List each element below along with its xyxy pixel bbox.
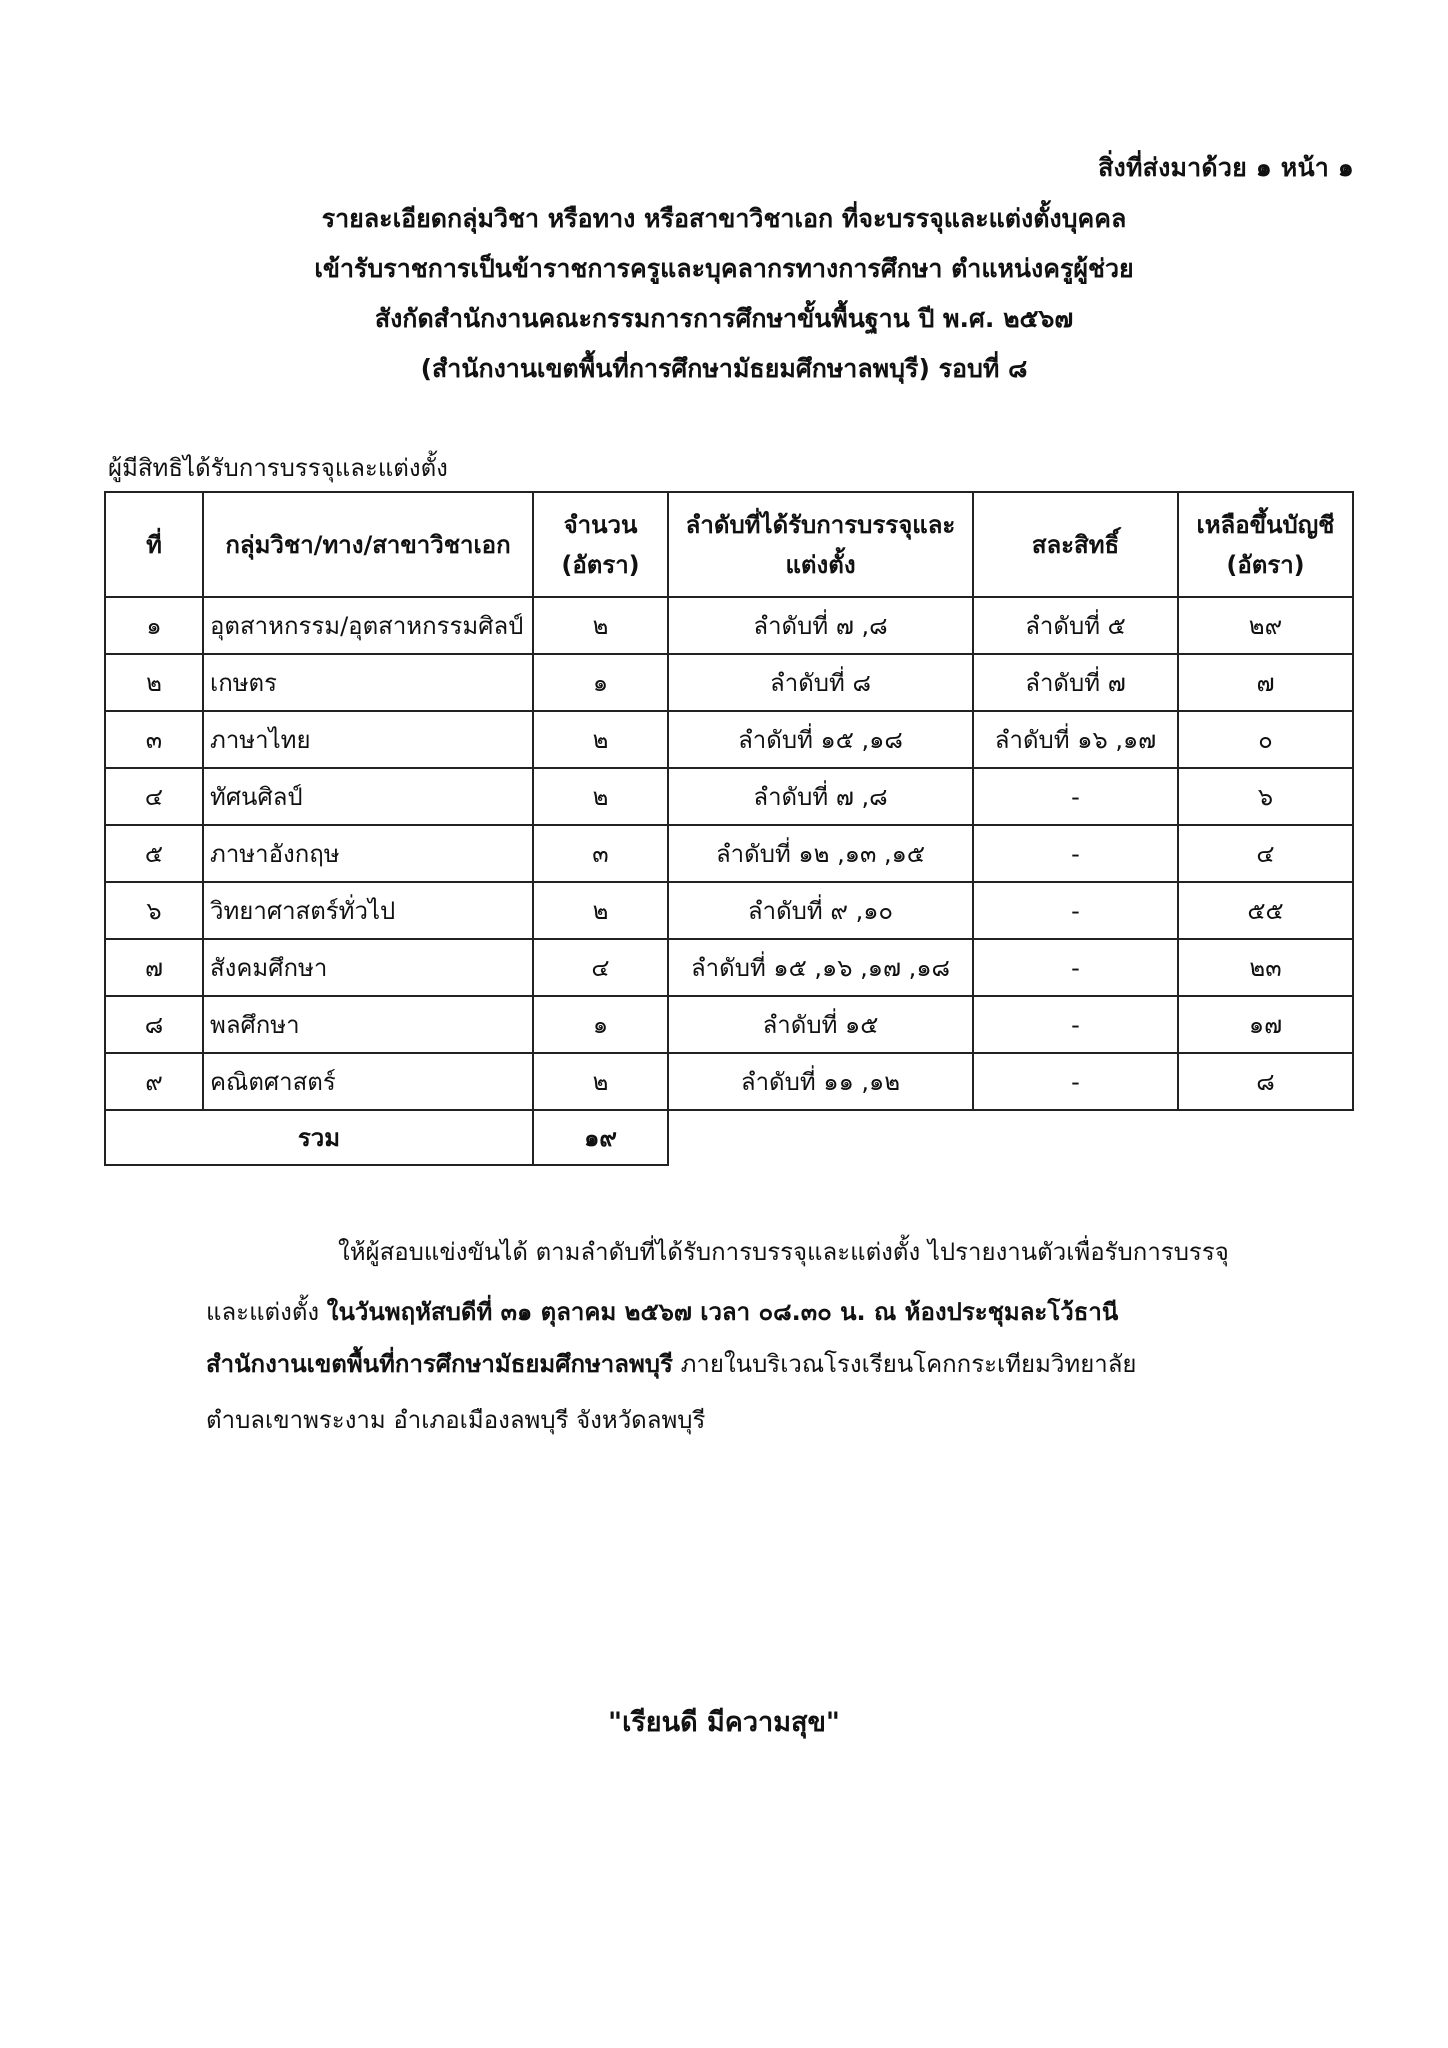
table-row — [105, 1053, 1353, 1110]
cell-remain: ๒๓ — [1178, 939, 1353, 996]
cell-remain: ๒๙ — [1178, 597, 1353, 654]
cell-order: ลำดับที่ ๑๕ — [668, 996, 973, 1053]
cell-no: ๖ — [105, 882, 203, 939]
table-row — [105, 597, 1353, 654]
cell-count: ๔ — [533, 939, 668, 996]
cell-order: ลำดับที่ ๑๒ ,๑๓ ,๑๕ — [668, 825, 973, 882]
cell-no: ๒ — [105, 654, 203, 711]
cell-subject: ภาษาไทย — [203, 711, 533, 768]
cell-no: ๓ — [105, 711, 203, 768]
cell-no: ๕ — [105, 825, 203, 882]
table-row — [105, 882, 1353, 939]
notice-line-2 — [206, 1292, 1118, 1331]
header-count-line1: จำนวน — [563, 510, 638, 539]
title-line-1: รายละเอียดกลุ่มวิชา หรือทาง หรือสาขาวิชาเอก ที่จะบรรจุและแต่งตั้งบุคคล — [321, 204, 1127, 233]
notice-line-2-normal: และแต่งตั้ง — [206, 1298, 320, 1326]
cell-subject: คณิตศาสตร์ — [203, 1053, 533, 1110]
cell-waived: ลำดับที่ ๕ — [973, 597, 1178, 654]
notice-line-2-bold: ในวันพฤหัสบดีที่ ๓๑ ตุลาคม ๒๕๖๗ เวลา ๐๘.๓๐ น. ณ ห้องประชุมละโว้ธานี — [326, 1298, 1119, 1326]
cell-subject: วิทยาศาสตร์ทั่วไป — [203, 882, 533, 939]
cell-waived: ลำดับที่ ๑๖ ,๑๗ — [973, 711, 1178, 768]
cell-count: ๒ — [533, 768, 668, 825]
cell-remain: ๑๗ — [1178, 996, 1353, 1053]
cell-waived: - — [973, 1053, 1178, 1110]
cell-no: ๔ — [105, 768, 203, 825]
notice-line-3 — [206, 1344, 1137, 1383]
slogan: "เรียนดี มีความสุข" — [608, 1707, 840, 1738]
header-no: ที่ — [105, 492, 203, 597]
cell-subject: สังคมศึกษา — [203, 939, 533, 996]
cell-remain: ๔ — [1178, 825, 1353, 882]
cell-no: ๗ — [105, 939, 203, 996]
table-row — [105, 711, 1353, 768]
notice-line-4: ตำบลเขาพระงาม อำเภอเมืองลพบุรี จังหวัดลพบุรี — [206, 1406, 706, 1434]
attachment-label: สิ่งที่ส่งมาด้วย ๑ หน้า ๑ — [1098, 153, 1354, 182]
cell-subject: อุตสาหกรรม/อุตสาหกรรมศิลป์ — [203, 597, 533, 654]
cell-no: ๘ — [105, 996, 203, 1053]
title-line-2: เข้ารับราชการเป็นข้าราชการครูและบุคลากรทางการศึกษา ตำแหน่งครูผู้ช่วย — [314, 254, 1134, 283]
cell-order: ลำดับที่ ๙ ,๑๐ — [668, 882, 973, 939]
cell-waived: - — [973, 939, 1178, 996]
header-remain-line2: (อัตรา) — [1226, 550, 1305, 579]
cell-no: ๙ — [105, 1053, 203, 1110]
cell-remain: ๕๕ — [1178, 882, 1353, 939]
cell-count: ๑ — [533, 654, 668, 711]
cell-count: ๒ — [533, 882, 668, 939]
table-header-row — [105, 492, 1353, 597]
notice-line-1: ให้ผู้สอบแข่งขันได้ ตามลำดับที่ได้รับการบรรจุและแต่งตั้ง ไปรายงานตัวเพื่อรับการบรรจุ — [338, 1238, 1229, 1266]
header-remain — [1178, 492, 1353, 597]
table-row — [105, 996, 1353, 1053]
title-line-4: (สำนักงานเขตพื้นที่การศึกษามัธยมศึกษาลพบุรี) รอบที่ ๘ — [420, 354, 1028, 383]
table-row — [105, 768, 1353, 825]
cell-order: ลำดับที่ ๑๑ ,๑๒ — [668, 1053, 973, 1110]
header-waived: สละสิทธิ์ — [973, 492, 1178, 597]
cell-remain: ๖ — [1178, 768, 1353, 825]
total-value: ๑๙ — [533, 1110, 668, 1165]
cell-count: ๒ — [533, 1053, 668, 1110]
title-line-3: สังกัดสำนักงานคณะกรรมการการศึกษาขั้นพื้นฐาน ปี พ.ศ. ๒๕๖๗ — [374, 304, 1074, 333]
cell-remain: ๘ — [1178, 1053, 1353, 1110]
cell-count: ๒ — [533, 597, 668, 654]
table-row — [105, 825, 1353, 882]
cell-subject: เกษตร — [203, 654, 533, 711]
cell-subject: ภาษาอังกฤษ — [203, 825, 533, 882]
cell-subject: พลศึกษา — [203, 996, 533, 1053]
cell-count: ๒ — [533, 711, 668, 768]
cell-waived: - — [973, 996, 1178, 1053]
header-order — [668, 492, 973, 597]
document-title — [0, 194, 1448, 394]
header-count — [533, 492, 668, 597]
notice-line-3-bold: สำนักงานเขตพื้นที่การศึกษามัธยมศึกษาลพบุรี — [206, 1350, 673, 1378]
table-subheading: ผู้มีสิทธิได้รับการบรรจุและแต่งตั้ง — [108, 454, 448, 482]
notice-line-3-normal: ภายในบริเวณโรงเรียนโคกกระเทียมวิทยาลัย — [680, 1350, 1137, 1378]
total-label: รวม — [105, 1110, 533, 1165]
cell-waived: ลำดับที่ ๗ — [973, 654, 1178, 711]
cell-remain: ๐ — [1178, 711, 1353, 768]
table-total-row — [105, 1110, 1353, 1165]
header-count-line2: (อัตรา) — [561, 550, 640, 579]
cell-count: ๓ — [533, 825, 668, 882]
cell-order: ลำดับที่ ๗ ,๘ — [668, 768, 973, 825]
cell-remain: ๗ — [1178, 654, 1353, 711]
cell-subject: ทัศนศิลป์ — [203, 768, 533, 825]
cell-order: ลำดับที่ ๑๕ ,๑๖ ,๑๗ ,๑๘ — [668, 939, 973, 996]
header-subject: กลุ่มวิชา/ทาง/สาขาวิชาเอก — [203, 492, 533, 597]
cell-waived: - — [973, 768, 1178, 825]
cell-no: ๑ — [105, 597, 203, 654]
table-row — [105, 654, 1353, 711]
table-row — [105, 939, 1353, 996]
total-empty — [668, 1110, 1353, 1165]
cell-order: ลำดับที่ ๗ ,๘ — [668, 597, 973, 654]
cell-waived: - — [973, 825, 1178, 882]
appointment-table — [104, 491, 1354, 1166]
header-order-line1: ลำดับที่ได้รับการบรรจุและ — [685, 510, 956, 539]
cell-waived: - — [973, 882, 1178, 939]
cell-count: ๑ — [533, 996, 668, 1053]
cell-order: ลำดับที่ ๘ — [668, 654, 973, 711]
cell-order: ลำดับที่ ๑๕ ,๑๘ — [668, 711, 973, 768]
header-order-line2: แต่งตั้ง — [785, 550, 856, 579]
header-remain-line1: เหลือขึ้นบัญชี — [1196, 510, 1335, 539]
